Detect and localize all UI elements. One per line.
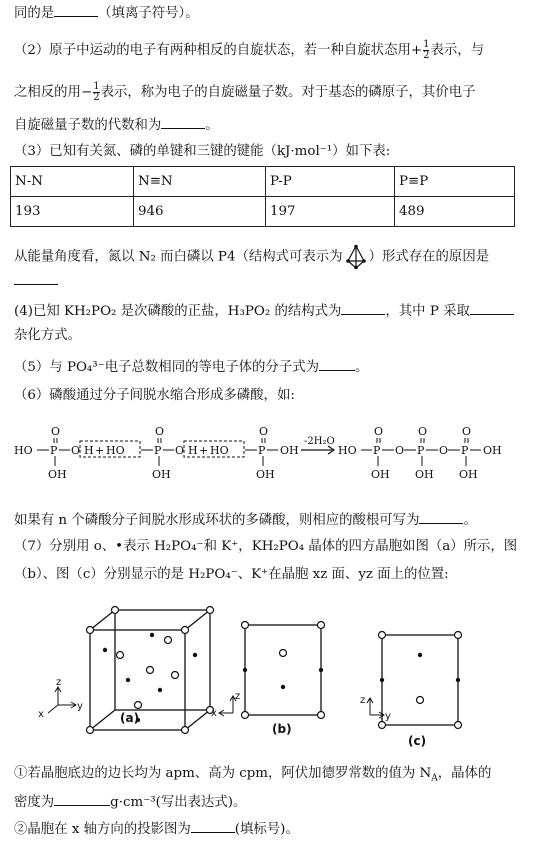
h2po4-ion	[417, 697, 424, 704]
axis-label-z: z	[360, 695, 366, 706]
text: (填标号)。	[234, 822, 299, 837]
text: ①若晶胞底边的边长均为 apm、高为 cpm，阿伏加德罗常数的值为 N	[14, 766, 432, 781]
plus-label: +	[199, 444, 209, 457]
oh-label: OH	[280, 444, 299, 457]
oh-label: OH	[483, 444, 502, 457]
table-header: P-P	[266, 167, 395, 197]
oh-label: OH	[48, 468, 67, 481]
k-dots	[103, 633, 197, 722]
o-label: O	[418, 425, 428, 438]
text: 表示，称为电子的自旋磁量子数。对于基态的磷原子，其价电子	[100, 85, 476, 100]
h2po4-ion	[242, 712, 249, 719]
text: 。	[205, 118, 219, 133]
question-2-line-2	[14, 82, 476, 103]
table-row	[11, 167, 515, 197]
question-6-intro: （6）磷酸通过分子间脱水缩合形成多磷酸，如:	[14, 388, 295, 403]
axis-label-z: z	[235, 691, 241, 702]
triphosphoric-acid	[338, 425, 502, 481]
question-6-tail	[14, 509, 477, 531]
oh-label: OH	[459, 468, 478, 481]
fill-blank[interactable]	[319, 356, 355, 371]
text: ，其中 P 采取	[385, 304, 470, 319]
p-label: P	[373, 444, 381, 457]
den: 2	[93, 92, 100, 103]
o-label: O	[51, 425, 61, 438]
num: 1	[423, 39, 430, 50]
k-ion	[150, 633, 154, 637]
o-label: O	[259, 425, 269, 438]
c-dots	[380, 653, 460, 682]
text: （2）原子中运动的电子有两种相反的自旋状态，若一种自旋状态用+	[14, 43, 423, 58]
question-3-intro: （3）已知有关氮、磷的单键和三键的键能（kJ·mol⁻¹）如下表:	[14, 144, 391, 159]
c-circles	[379, 632, 462, 729]
h2po4-ion	[117, 652, 124, 659]
p-label: P	[50, 444, 58, 457]
b-circles	[242, 622, 325, 719]
text: ）形式存在的原因是	[368, 249, 490, 265]
question-4-line-2: 杂化方式。	[14, 328, 81, 343]
p-label: P	[258, 444, 266, 457]
text: g·cm⁻³(写出表达式)。	[110, 795, 247, 810]
fill-blank[interactable]	[54, 791, 110, 806]
question-7-sub-3	[14, 818, 299, 840]
h2po4-ion	[379, 632, 386, 639]
table-cell: 489	[395, 197, 515, 227]
h2po4-ion	[280, 650, 287, 657]
fill-blank[interactable]	[419, 509, 463, 524]
ho-label: HO	[14, 444, 33, 457]
p-label: P	[461, 444, 469, 457]
figure-label-b: (b)	[272, 722, 292, 736]
h-label: H	[188, 444, 198, 457]
figure-label-c: (c)	[408, 734, 427, 748]
answer-line-ion	[14, 2, 199, 24]
fill-blank[interactable]	[341, 300, 385, 315]
k-ion	[243, 668, 247, 672]
table-row	[11, 197, 515, 227]
oh-label: OH	[415, 468, 434, 481]
fill-blank[interactable]	[191, 818, 235, 833]
h2po4-ion	[182, 627, 189, 634]
table-header: N-N	[11, 167, 134, 197]
h2po4-ion	[112, 607, 119, 614]
text: 同的是	[14, 6, 55, 21]
text: 表示，与	[430, 43, 485, 58]
o-label: O	[175, 444, 185, 457]
text: 从能量角度看，氮以 N₂ 而白磷以 P4（结构式可表示为	[14, 249, 343, 265]
answer-line-energy	[14, 270, 58, 292]
fill-blank[interactable]	[470, 300, 514, 315]
phosphoric-acid-2	[141, 425, 184, 481]
table-header: P≡P	[395, 167, 515, 197]
h-label: H	[84, 444, 94, 457]
k-ion	[193, 653, 197, 657]
o-label: O	[155, 425, 165, 438]
o-label: O	[439, 444, 449, 457]
p-label: P	[154, 444, 162, 457]
num: 1	[93, 81, 100, 92]
question-2-line-3	[14, 114, 219, 136]
fraction-half	[423, 40, 429, 61]
axis-label-z: z	[56, 677, 62, 688]
oh-label: OH	[256, 468, 275, 481]
o-label: O	[395, 444, 405, 457]
h2po4-ion	[207, 607, 214, 614]
o-label: O	[374, 425, 384, 438]
h2po4-ion	[182, 727, 189, 734]
text: 如果有 n 个磷酸分子间脱水形成环状的多磷酸，则相应的酸根可写为	[14, 513, 420, 528]
figure-label-a: (a)	[120, 711, 140, 725]
k-ion	[126, 678, 130, 682]
table-header: N≡N	[134, 167, 266, 197]
text: ，晶体的	[437, 766, 492, 781]
text: 密度为	[14, 795, 55, 810]
h2po4-ion	[242, 622, 249, 629]
question-5	[14, 356, 368, 378]
ho-label: HO	[338, 444, 357, 457]
xz-face	[245, 625, 321, 715]
text: ②晶胞在 x 轴方向的投影图为	[14, 822, 191, 837]
yz-face	[382, 635, 458, 725]
plus-label: +	[95, 444, 105, 457]
question-7-sub-2	[14, 791, 246, 813]
o-label: O	[462, 425, 472, 438]
question-7-line-1: （7）分别用 o、•表示 H₂PO₄⁻和 K⁺，KH₂PO₄ 晶体的四方晶胞如图（a）所示，图	[14, 539, 518, 554]
text: （5）与 PO₄³⁻电子总数相同的等电子体的分子式为	[14, 360, 319, 375]
ho-label: HO	[210, 444, 229, 457]
oh-label: OH	[371, 468, 390, 481]
text: 。	[355, 360, 369, 375]
h2po4-ion	[172, 672, 179, 679]
o-label: O	[71, 444, 81, 457]
question-7-sub-1	[14, 764, 491, 789]
k-ion	[158, 688, 162, 692]
k-ion	[418, 653, 422, 657]
den: 2	[423, 50, 430, 61]
text: 自旋磁量子数的代数和为	[14, 118, 162, 133]
fraction-half	[93, 82, 99, 103]
k-ion	[456, 678, 460, 682]
arrow-label: -2H₂O	[304, 436, 335, 447]
text: （填离子符号）。	[98, 6, 199, 21]
white-phosphorus-tetrahedron-icon	[345, 244, 367, 270]
p-label: P	[417, 444, 425, 457]
polyphosphate-reaction-diagram	[14, 410, 534, 500]
axis-label-x: x	[38, 709, 44, 720]
h2po4-ion	[165, 637, 172, 644]
phosphoric-acid-1	[14, 425, 80, 481]
question-4-line-1	[14, 300, 514, 322]
bond-energy-table	[10, 166, 515, 227]
question-3-line	[14, 244, 489, 270]
k-ion	[103, 648, 107, 652]
table-cell: 946	[134, 197, 266, 227]
table-cell: 197	[266, 197, 395, 227]
axis-label-x: x	[211, 708, 217, 719]
h2po4-circles	[87, 607, 214, 734]
h2po4-ion	[87, 727, 94, 734]
text: (4)已知 KH₂PO₂ 是次磷酸的正盐，H₃PO₂ 的结构式为	[14, 304, 342, 319]
fill-blank[interactable]	[54, 2, 98, 17]
h2po4-ion	[135, 702, 142, 709]
text: 之相反的用−	[14, 85, 93, 100]
subscript: A	[431, 773, 438, 784]
crystal-cell-figures	[20, 595, 520, 755]
k-ion	[281, 685, 285, 689]
h2po4-ion	[318, 622, 325, 629]
h2po4-ion	[455, 722, 462, 729]
h2po4-ion	[318, 712, 325, 719]
axes-a	[48, 687, 76, 713]
axis-label-y: y	[77, 701, 83, 712]
h2po4-ion	[379, 722, 386, 729]
question-2-line-1	[14, 40, 484, 61]
ho-label: HO	[106, 444, 125, 457]
phosphoric-acid-3	[245, 425, 299, 481]
h2po4-ion	[455, 632, 462, 639]
b-dots	[243, 668, 323, 689]
text: 。	[463, 513, 477, 528]
k-ion	[319, 668, 323, 672]
axis-label-y: y	[385, 711, 391, 722]
k-ion	[380, 678, 384, 682]
table-cell: 193	[11, 197, 134, 227]
fill-blank[interactable]	[14, 270, 58, 285]
h2po4-ion	[147, 667, 154, 674]
axes-b	[219, 696, 236, 716]
question-7-line-2: （b）、图（c）分别显示的是 H₂PO₄⁻、K⁺在晶胞 xz 面、yz 面上的位置:	[14, 567, 449, 582]
h2po4-ion	[87, 627, 94, 634]
fill-blank[interactable]	[161, 114, 205, 129]
oh-label: OH	[152, 468, 171, 481]
